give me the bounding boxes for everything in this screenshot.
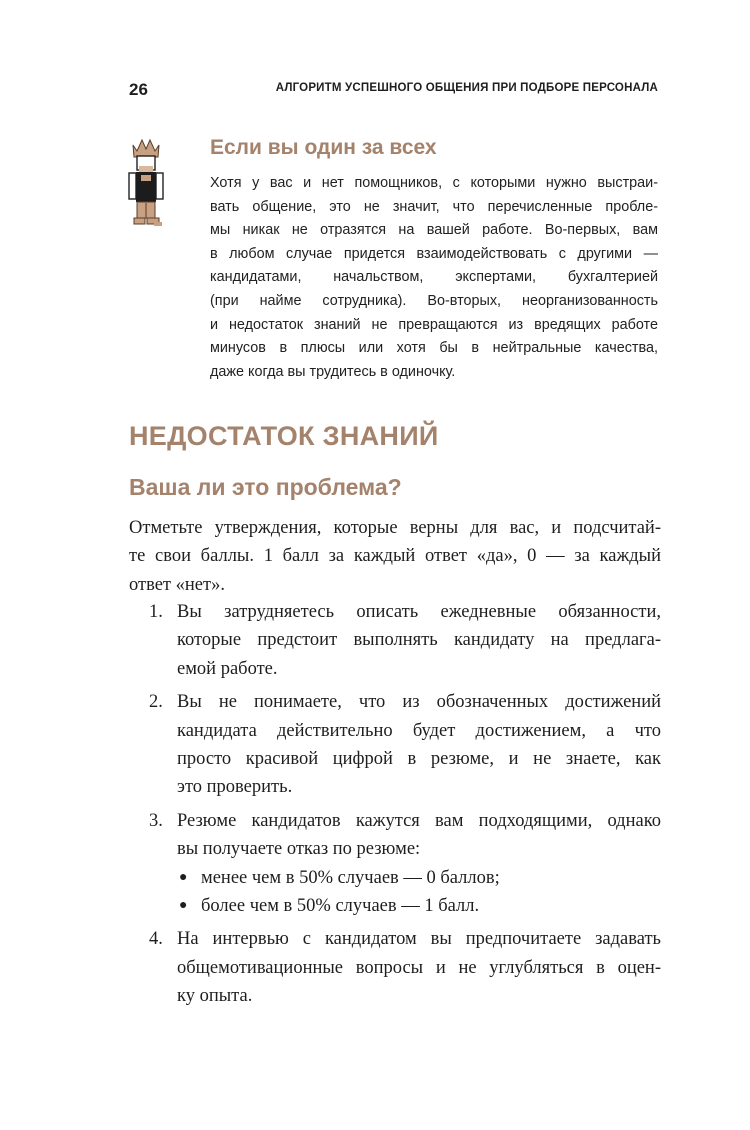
intro-line: ответ «нет». xyxy=(129,574,225,595)
list-item-1 xyxy=(129,598,661,683)
item-line: ку опыта. xyxy=(177,986,253,1007)
item-line: просто красивой цифрой в резюме, и не знаете, как xyxy=(177,749,661,770)
bullet-dot-icon: ● xyxy=(179,898,188,914)
king-figure-icon xyxy=(124,137,168,233)
running-title: АЛГОРИТМ УСПЕШНОГО ОБЩЕНИЯ ПРИ ПОДБОРЕ ПЕРСОНАЛА xyxy=(275,82,658,94)
bullet-dot-icon: ● xyxy=(179,869,188,885)
list-item-2 xyxy=(129,688,661,802)
item-line: общемотивационные вопросы и не углубляться в оцен- xyxy=(177,957,661,978)
item-line: вы получаете отказ по резюме: xyxy=(177,839,421,860)
sidebar-line: минусов в плюсы или хотя бы в нейтральные качества, xyxy=(210,340,658,357)
question-list xyxy=(129,598,661,1011)
list-item-3 xyxy=(129,807,661,864)
sidebar-line: даже когда вы трудитесь в одиночку. xyxy=(210,363,456,380)
bullet-text: более чем в 50% случаев — 1 балл. xyxy=(201,896,480,917)
list-item-4 xyxy=(129,925,661,1010)
item-number: 3. xyxy=(149,810,163,831)
sidebar-title: Если вы один за всех xyxy=(210,136,437,159)
item-number: 4. xyxy=(149,929,163,950)
page-number: 26 xyxy=(129,80,148,99)
bullet-text: менее чем в 50% случаев — 0 баллов; xyxy=(201,867,500,888)
section-heading: НЕДОСТАТОК ЗНАНИЙ xyxy=(129,421,439,451)
sidebar-line: кандидатами, начальством, экспертами, бухгалтерией xyxy=(210,269,658,286)
item-line: Резюме кандидатов кажутся вам подходящими, однако xyxy=(177,810,661,831)
section-subheading: Ваша ли это проблема? xyxy=(129,474,402,500)
item-line: емой работе. xyxy=(177,658,278,679)
sidebar-body xyxy=(210,172,658,384)
item-number: 2. xyxy=(149,692,163,713)
sidebar-line: мы никак не отразятся на вашей работе. Во-первых, вам xyxy=(210,222,658,239)
sidebar-line: в любом случае придется взаимодействовать с другими — xyxy=(210,245,658,262)
bullet-item xyxy=(129,864,661,892)
item-line: это проверить. xyxy=(177,777,293,798)
item-line: кандидата действительно будет достижением, а что xyxy=(177,720,661,741)
bullet-item xyxy=(129,892,661,920)
intro-line: Отметьте утверждения, которые верны для вас, и подсчитай- xyxy=(129,518,661,538)
item-line: которые предстоит выполнять кандидату на предлага- xyxy=(177,630,661,651)
item-line: Вы затрудняетесь описать ежедневные обязанности, xyxy=(177,602,661,622)
item-line: Вы не понимаете, что из обозначенных достижений xyxy=(177,692,661,713)
sidebar-line: (при найме сотрудника). Во-вторых, неорганизованность xyxy=(210,292,658,309)
item-number: 1. xyxy=(149,602,163,622)
sidebar-line: и недостаток знаний не превращаются из вредящих работе xyxy=(210,316,658,333)
sidebar-line: Хотя у вас и нет помощников, с которыми нужно выстраи- xyxy=(210,175,658,191)
sidebar-line: вать общение, это не значит, что перечисленные пробле- xyxy=(210,198,658,215)
intro-paragraph xyxy=(129,514,661,599)
item-line: На интервью с кандидатом вы предпочитаете задавать xyxy=(177,929,661,950)
intro-line: те свои баллы. 1 балл за каждый ответ «да», 0 — за каждый xyxy=(129,546,661,567)
